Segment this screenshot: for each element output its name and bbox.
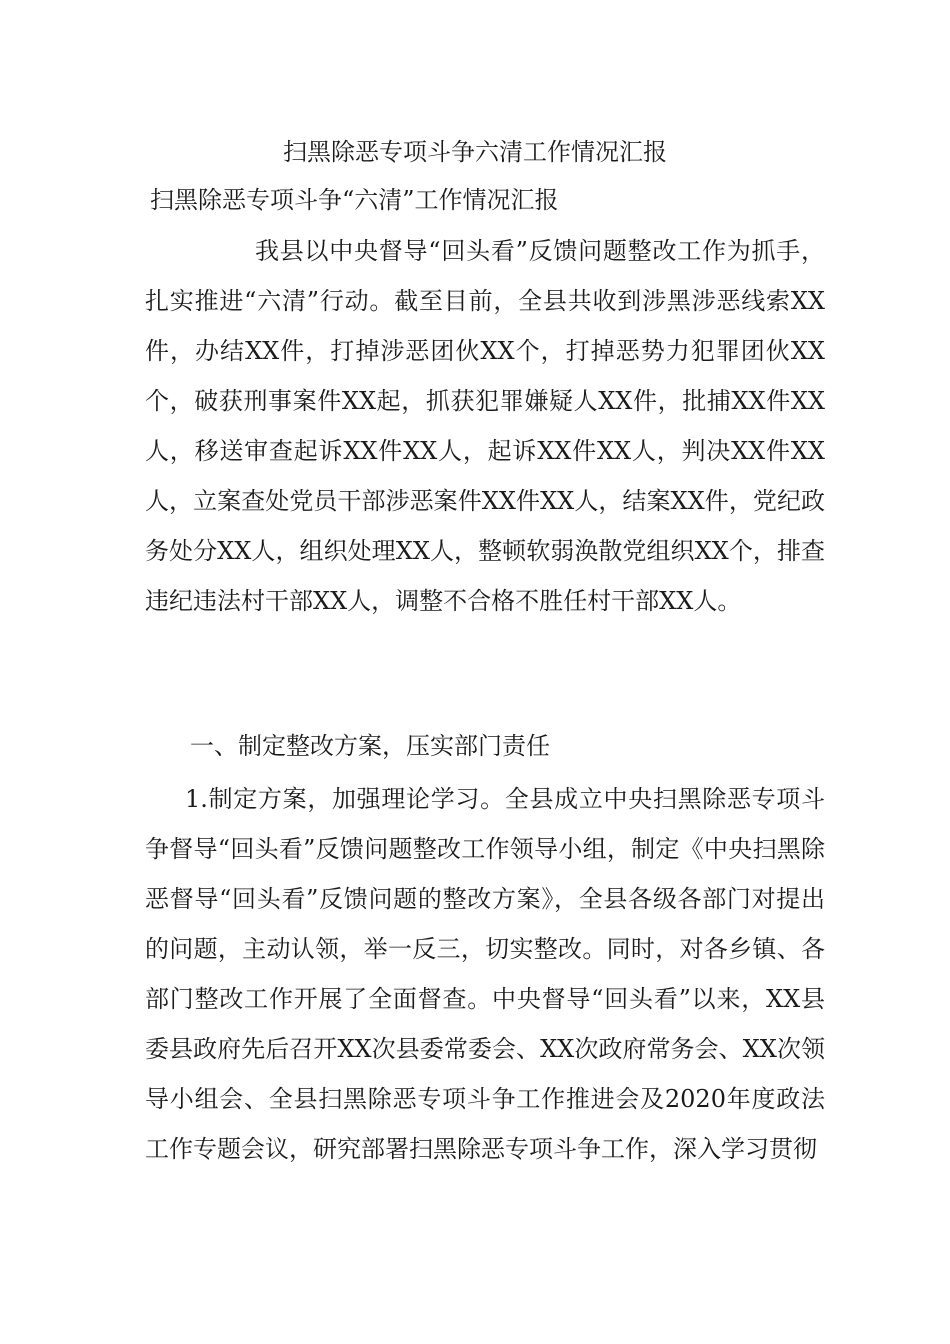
section-heading: 一、制定整改方案，压实部门责任 — [190, 732, 550, 760]
document-subtitle: 扫黑除恶专项斗争“六清”工作情况汇报 — [150, 186, 559, 214]
intro-paragraph: 我县以中央督导“回头看”反馈问题整改工作为抓手，扎实推进“六清”行动。截至目前，全县共收到涉黑涉恶线索XX件，办结XX件，打掉涉恶团伙XX个，打掉恶势力犯罪团伙XX个，破获刑事案件XX起，抓获犯罪嫌疑人XX件，批捕XX件XX人，移送审查起诉XX件XX人，起诉XX件XX人，判决XX件XX人，立案查处党员干部涉恶案件XX件XX人，结案XX件，党纪政务处分XX人，组织处理XX人，整顿软弱涣散党组织XX个，排查违纪违法村干部XX人，调整不合格不胜任村干部XX人。 — [145, 237, 825, 615]
document-title: 扫黑除恶专项斗争六清工作情况汇报 — [283, 138, 667, 166]
section-paragraph: 1.制定方案，加强理论学习。全县成立中央扫黑除恶专项斗争督导“回头看”反馈问题整改工作领导小组，制定《中央扫黑除恶督导“回头看”反馈问题的整改方案》，全县各级各部门对提出的问题，主动认领，举一反三，切实整改。同时，对各乡镇、各部门整改工作开展了全面督查。中央督导“回头看”以来，XX县委县政府先后召开XX次县委常委会、XX次政府常务会、XX次领导小组会、全县扫黑除恶专项斗争工作推进会及2020年度政法工作专题会议，研究部署扫黑除恶专项斗争工作，深入学习贯彻 — [145, 785, 825, 1163]
